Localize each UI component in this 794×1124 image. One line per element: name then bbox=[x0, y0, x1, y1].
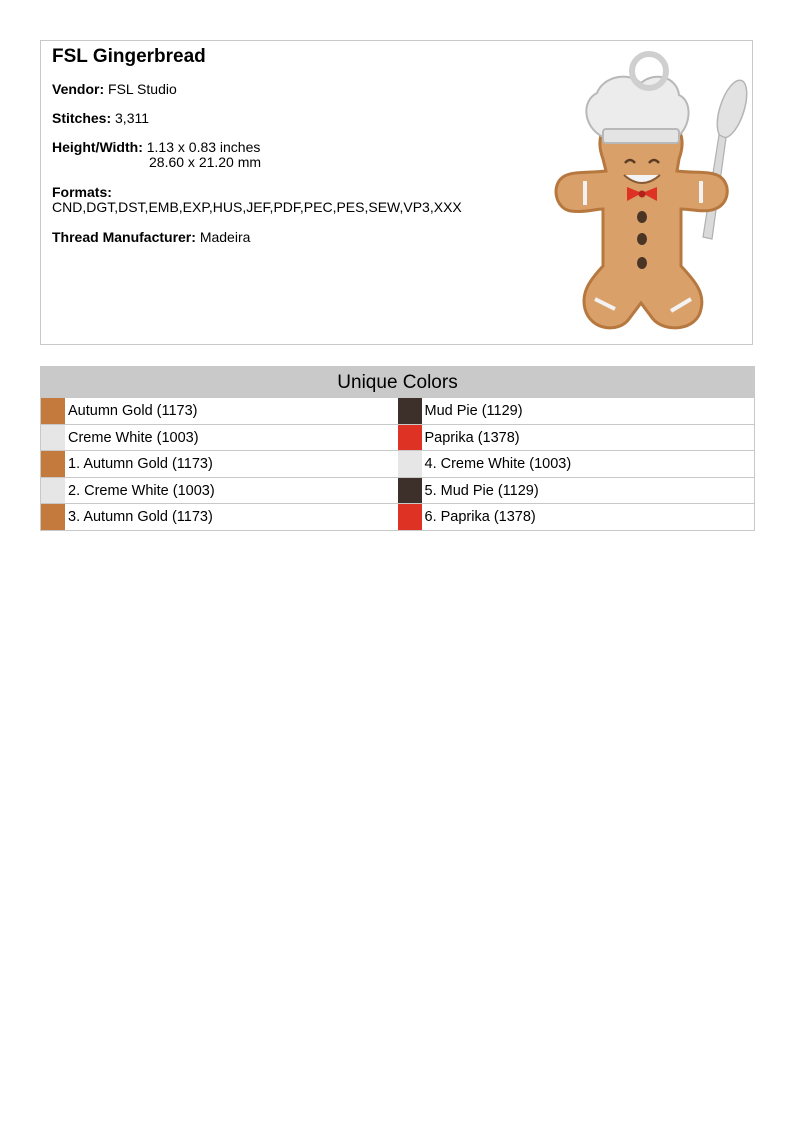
color-label: Autumn Gold (1173) bbox=[68, 403, 198, 419]
color-label: 2. Creme White (1003) bbox=[68, 482, 215, 499]
color-label: 4. Creme White (1003) bbox=[424, 456, 572, 473]
chef-hat-graphic bbox=[586, 54, 688, 143]
color-swatch bbox=[41, 425, 65, 451]
color-swatch bbox=[398, 478, 422, 504]
color-label: Paprika (1378) bbox=[424, 429, 520, 446]
design-title: FSL Gingerbread bbox=[52, 46, 206, 67]
color-rows bbox=[41, 397, 754, 530]
gingerbread-body bbox=[556, 119, 727, 328]
color-swatch bbox=[41, 398, 65, 424]
spoon-graphic bbox=[703, 77, 753, 239]
gingerbread-illustration bbox=[531, 41, 753, 344]
color-swatch bbox=[398, 451, 422, 477]
formats-value: CND,DGT,DST,EMB,EXP,HUS,JEF,PDF,PEC,PES,SEW,VP3,XXX bbox=[52, 199, 462, 215]
color-swatch bbox=[41, 504, 65, 530]
color-entry bbox=[398, 398, 755, 424]
color-label: 1. Autumn Gold (1173) bbox=[68, 456, 213, 473]
color-swatch bbox=[41, 478, 65, 504]
thread-value: Madeira bbox=[199, 229, 251, 245]
color-entry bbox=[398, 478, 755, 504]
color-row bbox=[41, 424, 754, 451]
vendor-value: FSL Studio bbox=[108, 81, 177, 97]
color-swatch bbox=[398, 504, 422, 530]
color-row bbox=[41, 503, 754, 530]
height-width-row bbox=[52, 140, 261, 170]
color-row bbox=[41, 450, 754, 477]
color-entry bbox=[41, 504, 398, 530]
stitches-row bbox=[52, 110, 149, 126]
height-width-label: Height/Width: bbox=[52, 139, 143, 155]
color-label: 6. Paprika (1378) bbox=[424, 509, 536, 526]
color-entry bbox=[398, 504, 755, 530]
unique-colors-header: Unique Colors bbox=[41, 367, 754, 397]
color-row bbox=[41, 477, 754, 504]
thread-label: Thread Manufacturer: bbox=[52, 229, 196, 245]
color-swatch bbox=[398, 398, 422, 424]
color-entry bbox=[398, 451, 755, 477]
gingerbread-buttons bbox=[637, 211, 647, 269]
color-entry bbox=[41, 478, 398, 504]
stitches-value: 3,311 bbox=[115, 110, 150, 126]
color-entry bbox=[41, 425, 398, 451]
color-label: 5. Mud Pie (1129) bbox=[424, 482, 539, 499]
formats-label: Formats: bbox=[52, 184, 112, 200]
stitches-label: Stitches: bbox=[52, 110, 112, 126]
vendor-row bbox=[52, 81, 177, 97]
color-entry bbox=[41, 398, 398, 424]
color-swatch bbox=[41, 451, 65, 477]
color-entry bbox=[41, 451, 398, 477]
color-swatch bbox=[398, 425, 422, 451]
color-label: 3. Autumn Gold (1173) bbox=[68, 509, 213, 526]
color-row bbox=[41, 397, 754, 424]
size-inches: 1.13 x 0.83 inches bbox=[146, 139, 261, 155]
color-label: Creme White (1003) bbox=[68, 429, 199, 446]
color-label: Mud Pie (1129) bbox=[424, 403, 523, 419]
vendor-label: Vendor: bbox=[52, 81, 105, 97]
thread-row bbox=[52, 229, 250, 245]
unique-colors-table bbox=[40, 366, 755, 531]
size-mm: 28.60 x 21.20 mm bbox=[149, 154, 262, 170]
color-entry bbox=[398, 425, 755, 451]
design-info-panel bbox=[40, 40, 753, 345]
